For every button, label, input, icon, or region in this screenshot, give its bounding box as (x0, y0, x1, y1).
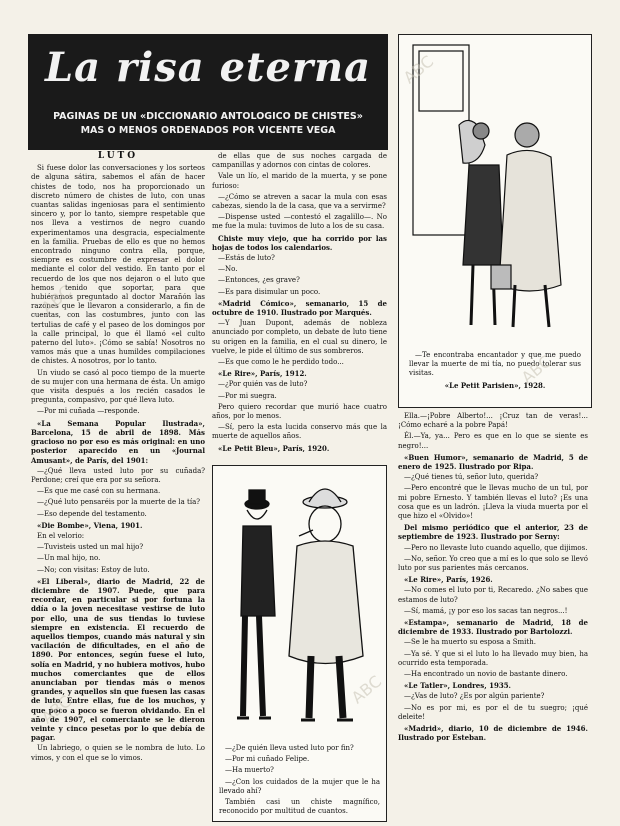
dialogue-line: —Es que me casé con su hermana. (37, 487, 161, 496)
left-column (31, 152, 205, 765)
caption-line: —¿De quién lleva usted luto por fin? (225, 744, 354, 752)
middle-column (212, 152, 387, 452)
note: Del mismo periódico que el anterior, 23 de septiembre de 1923. Ilustrado por Serny: (398, 523, 588, 542)
bold-note: Chiste muy viejo, que ha corrido por las hojas de todos los calendarios. (212, 233, 387, 252)
source-citation: «Le Tatler», Londres, 1935. (404, 681, 511, 691)
dialogue-line: —¿Por quién vas de luto? (218, 380, 308, 389)
dialogue-line: —Entonces, ¿es grave? (218, 276, 300, 285)
paragraph: —Y Juan Dupont, además de nobleza anunciado por completo, un debate de luto tiene su origen en la familia, en el cual su dinero, le vuelve, le pide el último de sus sombreros. (212, 319, 387, 355)
page-title: La risa eterna (44, 44, 372, 91)
paragraph: Un labriego, o quien se le nombra de luto. Lo vimos, y con el que se lo vimos. (31, 744, 205, 762)
cartoon-two-women-illustration (399, 35, 591, 345)
source-citation: «Die Bombe», Viena, 1901. (37, 520, 143, 530)
cartoon-right-caption (409, 351, 581, 392)
dialogue-line: —Estás de luto? (218, 254, 275, 263)
watermark: ABC (399, 51, 438, 88)
intro-paragraph: Si fuese dolor las conversaciones y los sorteos de alguna sátira, sabemos el afán de hacer chistes de todo, nos ha proporcionado un discreto número de chistes de luto, con unas cuantas salidas ingeniosas para el sentimiento sincero y, por lo tanto, siempre respetable que nos lleva a vestirnos de negro cuando experimentamos una desgracia, especialmente en la familia. Pruebas de ello es que no hemos encontrado ninguno contra ella, porque, siempre es costumbre de expresar el dolor mediante el color del vestido. En tanto por el recuerdo de los que nos dejaron o el luto que hemos tenido que soportar, para que hubiéramos preguntado al doctor Marañón las razones que le llevaron a considerarlo, a fin de cuentas, con las costumbres, junto con las tertulias de café y el paseo de los domingos por la calle principal, lo que él llamó «el culto paterno del luto». ¡Cómo se sabía! Nosotros no vamos más que a unas humildes compilaciones de chistes. A nosotros, por lo tanto. (31, 164, 205, 366)
cartoon-middle (212, 465, 387, 822)
paragraph: Un viudo se casó al poco tiempo de la muerte de su mujer con una hermana de ésta. Un amigo que visita después a los recién casados le pregunta, compasivo, por qué lleva luto. (31, 368, 205, 405)
dialogue-line: —¿Qué luto pensaréis por la muerte de la tía? (37, 498, 200, 507)
source-citation: «Buen Humor», semanario de Madrid, 5 de enero de 1925. Ilustrado por Ripa. (398, 452, 588, 472)
dialogue-line: —Es que como le he perdido todo... (218, 358, 344, 367)
cartoon-middle-caption (219, 744, 380, 818)
watermark: ABC (517, 351, 556, 388)
dialogue-line: —Eso depende del testamento. (37, 509, 147, 518)
dialogue-line: —Tuvisteis usted un mal hijo? (37, 543, 144, 552)
dialogue-line: —¿Qué lleva usted luto por su cuñada? Perdone; creí que era por su señora. (31, 466, 205, 484)
title-banner (28, 34, 388, 150)
watermark: ABC (37, 281, 76, 318)
paragraph: —Por mi cuñada —responde. (37, 407, 140, 416)
source-citation: «Madrid», diario, 10 de diciembre de 1946. Ilustrado por Esteban. (398, 724, 588, 743)
dialogue-line: —No. (218, 265, 238, 274)
dialogue-line: —¿Vas de luto? ¿Es por algún pariente? (404, 692, 545, 701)
subtitle-line-1: PAGINAS DE UN «DICCIONARIO ANTOLOGICO DE CHISTES» (53, 111, 363, 122)
caption-line: También casi un chiste magnífico, reconocido por multitud de cuantos. (219, 798, 380, 816)
paragraph: Él.—Ya, ya... Pero es que en lo que se siente es negro!... (398, 432, 588, 450)
dialogue-line: —No; con visitas: Estoy de luto. (37, 565, 150, 574)
dialogue-line: —Sí, pero la esta lucida conservo más que la muerte de aquellos años. (212, 423, 387, 441)
dialogue-line: —Ya sé. Y que si el luto lo ha llevado muy bien, ha ocurrido esta temporada. (398, 649, 588, 667)
source-citation: «La Semana Popular Ilustrada», Barcelona, 15 de abril de 1898. Más gracioso no por eso es más original: en uno posterior aparecido en un «Journal Amusant», de París, del 1901: (31, 418, 205, 465)
dialogue-line: —No, señor. Yo creo que a mí es lo que solo se llevó luto por sus parientes más cercanos. (398, 554, 588, 573)
source-citation: «Le Petit Bleu», París, 1920. (218, 443, 330, 452)
dialogue-line: —Sí, mamá, ¡y por eso los sacas tan negros...! (404, 606, 568, 615)
caption-line: —Por mi cuñado Felipe. (225, 755, 310, 764)
dialogue-line: —Es para disimular un poco. (218, 287, 321, 296)
source-citation: «Le Rire», París, 1926. (404, 575, 493, 585)
source-citation: «Le Rire», París, 1912. (218, 369, 307, 379)
caption-line: —Ha muerto? (225, 766, 274, 775)
dialogue-line: —Se le ha muerto su esposa a Smith. (404, 638, 536, 647)
paragraph: Ella.—¡Pobre Alberto!... ¡Cruz tan de veras!... ¡Cómo echaré a la pobre Papá! (398, 412, 588, 430)
subtitle (28, 110, 388, 138)
caption-line: —Te encontraba encantador y que me puedo llevar la muerte de mi tía, no puedo tolerar sus visitas. (409, 351, 581, 378)
paragraph: —¿Cómo se atreven a sacar la mula con esas cabezas, siendo la de la casa, que va a servirme? (212, 192, 387, 211)
source-citation: «Estampa», semanario de Madrid, 18 de diciembre de 1933. Ilustrado por Bartolozzi. (398, 618, 588, 637)
dialogue-line: —Ha encontrado un novio de bastante dinero. (404, 670, 568, 679)
source-citation: «Le Petit Parisien», 1928. (444, 380, 546, 390)
paragraph: En el velorio: (37, 531, 85, 540)
section-heading: LUTO (97, 151, 139, 161)
dialogue-line: —¿Qué tienes tú, señor luto, querida? (404, 473, 539, 482)
subtitle-line-2: MAS O MENOS ORDENADOS POR VICENTE VEGA (80, 125, 336, 136)
dialogue-line: —Un mal hijo, no. (37, 554, 101, 563)
dialogue-line: —No comes el luto por ti, Recaredo. ¿No sabes que estamos de luto? (398, 586, 588, 604)
source-citation: «Madrid Cómico», semanario, 15 de octubre de 1910. Ilustrado por Marqués. (212, 298, 387, 318)
caption-line: —¿Con los cuidados de la mujer que le ha llevado ahí? (219, 777, 380, 795)
paragraph: de ellas que de sus noches cargada de campanillas y adornos con cintas de colores. (212, 152, 387, 170)
source-citation: «El Liberal», diario de Madrid, 22 de diciembre de 1907. Puede, que para recordar, en particular si por fortuna la ddía o la joven necesitase vestirse de luto por ello, una de sus tiendas lo tuviese siempre en existencia. El recuerdo de aquellos tiempos, cuando más natural y sin vacilación de dificultades, en el año de 1890. Por entonces, según fuese el luto, solía en Madrid, y no hubiera motivos, hubo muchos comerciantes que de ellos anunciaban por tiendas más o menos grandes, y aquellos sin que fuesen las casas de luto. Entre ellas, fue de los muchos, y que poco a poco se fueron olvidando. En el año de 1907, el comerciante se le dieron veinte y cinco pesetas por lo que debía de pagar. (31, 576, 205, 743)
dialogue-line: —Pero no llevaste luto cuando aquello, que dijimos. (404, 543, 588, 552)
dialogue-line: —Pero encontré que le llevas mucho de un tul, por mi pobre Ernesto. Y también llevas el luto? ¡Es una cosa que es un ladrón. ¡Lleva la viuda muerta por el que hizo el «Olvido»! (398, 484, 588, 521)
right-column (398, 412, 588, 820)
paragraph: Vale un lío, el marido de la muerta, y se pone furioso: (212, 172, 387, 190)
dialogue-line: —No es por mi, es por el de tu suegro; ¡qué deleite! (398, 703, 588, 721)
paragraph: —Dispense usted —contestó el zagalillo—. No me fue la mula: tuvimos de luto a los de su casa. (212, 213, 387, 231)
cartoon-right (398, 34, 592, 408)
dialogue-line: —Por mi suegra. (218, 391, 277, 400)
watermark: ABC (37, 691, 76, 728)
watermark: ABC (347, 671, 386, 708)
dialogue-line: Pero quiero recordar que murió hace cuatro años, por lo menos. (212, 402, 387, 421)
